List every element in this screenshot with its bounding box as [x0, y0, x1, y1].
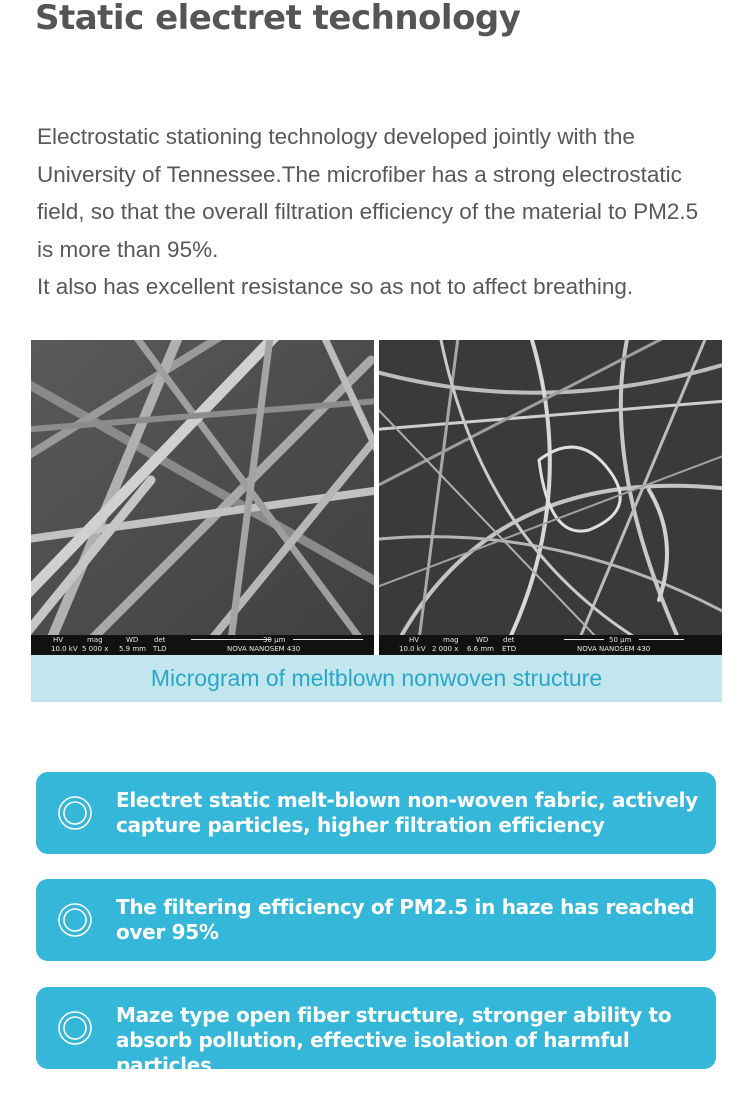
sem-info-bar [31, 635, 374, 655]
hv-label: HV [409, 636, 420, 644]
hv-value: 10.0 kV [51, 645, 78, 653]
wd-value: 6.6 mm [467, 645, 494, 653]
instrument-label: NOVA NANOSEM 430 [577, 645, 651, 653]
micrograph-caption: Microgram of meltblown nonwoven structure [31, 655, 722, 702]
hv-label: HV [53, 636, 64, 644]
feature-card [36, 772, 716, 854]
instrument-label: NOVA NANOSEM 430 [227, 645, 301, 653]
micrograph-image-left [31, 340, 374, 655]
det-value: ETD [502, 645, 517, 653]
concentric-rings-icon [58, 903, 92, 937]
feature-text: Electret static melt-blown non-woven fabric, actively capture particles, higher filtration efficiency [116, 788, 698, 837]
intro-text [37, 118, 709, 306]
mag-label: mag [87, 636, 103, 644]
intro-paragraph: Electrostatic stationing technology developed jointly with the University of Tennessee.The microfiber has a strong electrostatic field, so that the overall filtration efficiency of the material to PM2.5 is more than 95%. [37, 124, 699, 262]
mag-value: 5 000 x [82, 645, 109, 653]
det-label: det [154, 636, 166, 644]
intro-paragraph: It also has excellent resistance so as not to affect breathing. [37, 274, 634, 299]
micrograph-image-right [379, 340, 722, 655]
mag-value: 2 000 x [432, 645, 459, 653]
concentric-rings-icon [58, 796, 92, 830]
wd-label: WD [476, 636, 489, 644]
det-value: TLD [153, 645, 167, 653]
page-title: Static electret technology [35, 0, 521, 38]
scale-bar [639, 639, 684, 640]
hv-value: 10.0 kV [399, 645, 426, 653]
scale-bar [564, 639, 604, 640]
wd-value: 5.9 mm [119, 645, 146, 653]
sem-info-bar [379, 635, 722, 655]
feature-text: The filtering efficiency of PM2.5 in haze has reached over 95% [116, 895, 695, 944]
concentric-rings-icon [58, 1011, 92, 1045]
mag-label: mag [443, 636, 459, 644]
scale-label: 30 μm [263, 636, 286, 644]
micrograph-panel [31, 340, 722, 702]
scale-label: 50 μm [609, 636, 632, 644]
wd-label: WD [126, 636, 139, 644]
feature-card [36, 987, 716, 1077]
scale-bar [293, 639, 363, 640]
feature-text: Maze type open fiber structure, stronger ability to absorb pollution, effective isolation of harmful particles [116, 1003, 672, 1077]
scale-bar [191, 639, 271, 640]
feature-card [36, 879, 716, 961]
det-label: det [503, 636, 515, 644]
